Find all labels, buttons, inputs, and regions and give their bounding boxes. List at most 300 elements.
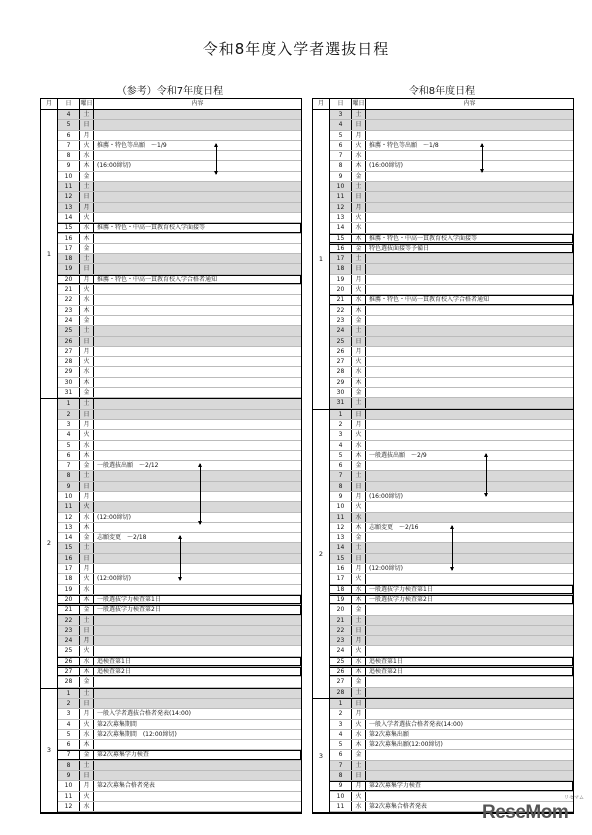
header-day: 日 (58, 99, 80, 109)
day-cell: 12 (58, 513, 80, 522)
weekday-cell: 木 (80, 667, 94, 676)
table-row (58, 295, 301, 305)
day-cell: 5 (58, 730, 80, 739)
content-cell (94, 616, 301, 625)
content-cell (94, 378, 301, 387)
weekday-cell: 月 (352, 203, 366, 212)
content-cell (366, 357, 573, 366)
table-row (58, 244, 301, 254)
table-row (58, 110, 301, 120)
table-row (330, 657, 573, 667)
header-content: 内容 (463, 100, 476, 107)
content-cell: 一般選抜出願 ～2/9 (369, 451, 427, 459)
day-cell: 25 (330, 337, 352, 346)
day-cell: 26 (58, 337, 80, 346)
table-row (330, 264, 573, 274)
day-cell: 10 (330, 792, 352, 801)
month-label: 2 (313, 410, 330, 698)
weekday-cell: 火 (80, 285, 94, 294)
header-weekday: 曜日 (352, 100, 365, 107)
table-row (58, 378, 301, 388)
day-cell: 26 (330, 347, 352, 356)
day-cell: 27 (58, 667, 80, 676)
table-row (330, 316, 573, 326)
period-arrow (452, 526, 453, 570)
weekday-cell: 月 (352, 275, 366, 284)
weekday-cell: 金 (352, 172, 366, 181)
day-cell: 21 (330, 616, 352, 625)
content-cell: (16:00締切) (97, 162, 131, 170)
weekday-cell: 火 (352, 502, 366, 511)
content-cell (366, 420, 573, 429)
table-row (330, 750, 573, 760)
table-row (330, 110, 573, 120)
table-row (58, 513, 301, 523)
day-cell: 20 (330, 605, 352, 614)
day-cell: 18 (330, 585, 352, 594)
content-cell (366, 264, 573, 273)
table-row (58, 585, 301, 595)
content-cell: (12:00締切) (97, 575, 131, 583)
day-cell: 17 (330, 254, 352, 263)
weekday-cell: 木 (80, 306, 94, 315)
day-cell: 8 (330, 161, 352, 170)
day-cell: 8 (330, 771, 352, 780)
table-header (41, 99, 301, 110)
table-row (330, 688, 573, 698)
day-cell: 10 (330, 502, 352, 511)
content-cell (94, 689, 301, 698)
table-row (58, 337, 301, 347)
weekday-cell: 金 (352, 244, 366, 253)
day-cell: 11 (58, 502, 80, 511)
day-cell: 5 (330, 451, 352, 460)
weekday-cell: 月 (80, 275, 94, 284)
table-row (330, 398, 573, 408)
day-cell: 11 (58, 182, 80, 191)
content-cell (366, 326, 573, 335)
weekday-cell: 木 (352, 740, 366, 749)
content-cell (94, 388, 301, 397)
table-row (330, 131, 573, 141)
day-cell: 20 (58, 595, 80, 604)
day-cell: 11 (330, 192, 352, 201)
day-cell: 6 (58, 740, 80, 749)
table-row (330, 141, 573, 151)
weekday-cell: 木 (352, 378, 366, 387)
table-row (58, 781, 301, 791)
table-row (330, 378, 573, 388)
table-row (58, 740, 301, 750)
day-cell: 7 (330, 151, 352, 160)
weekday-cell: 火 (80, 502, 94, 511)
weekday-cell: 水 (352, 802, 366, 811)
table-row (330, 347, 573, 357)
day-cell: 1 (58, 689, 80, 698)
weekday-cell: 金 (80, 605, 94, 614)
weekday-cell: 日 (80, 554, 94, 563)
table-row (58, 750, 301, 760)
day-cell: 26 (58, 657, 80, 666)
weekday-cell: 土 (352, 761, 366, 770)
table-row (58, 689, 301, 699)
weekday-cell: 火 (352, 285, 366, 294)
weekday-cell: 月 (80, 709, 94, 718)
day-cell: 4 (58, 430, 80, 439)
weekday-cell: 月 (352, 347, 366, 356)
content-cell (366, 203, 573, 212)
weekday-cell: 日 (352, 120, 366, 129)
day-cell: 10 (58, 492, 80, 501)
logo-sub: リセマム (564, 795, 584, 801)
table-row (330, 709, 573, 719)
header-day: 日 (330, 99, 352, 109)
day-cell: 7 (330, 471, 352, 480)
table-row (330, 636, 573, 646)
weekday-cell: 金 (80, 461, 94, 470)
weekday-cell: 月 (80, 203, 94, 212)
content-cell (94, 430, 301, 439)
table-row (58, 471, 301, 481)
content-cell (366, 461, 573, 470)
table-row (58, 605, 301, 615)
table-row (330, 285, 573, 295)
weekday-cell: 木 (352, 306, 366, 315)
weekday-cell: 水 (80, 730, 94, 739)
weekday-cell: 水 (352, 513, 366, 522)
weekday-cell: 金 (352, 677, 366, 686)
content-cell (94, 357, 301, 366)
weekday-cell: 土 (80, 110, 94, 119)
weekday-cell: 水 (80, 802, 94, 811)
month-block (41, 110, 301, 399)
table-row (58, 141, 301, 151)
table-row (58, 326, 301, 336)
month-block (41, 399, 301, 688)
content-cell (366, 223, 573, 232)
weekday-cell: 金 (80, 316, 94, 325)
table-row (330, 410, 573, 420)
table-row (330, 626, 573, 636)
content-cell (366, 441, 573, 450)
table-row (58, 172, 301, 182)
table-body (41, 110, 301, 813)
day-cell: 25 (58, 326, 80, 335)
day-cell: 24 (330, 326, 352, 335)
content-cell (94, 492, 301, 501)
table-row (58, 626, 301, 636)
weekday-cell: 木 (80, 523, 94, 532)
table-row (58, 192, 301, 202)
weekday-cell: 土 (352, 398, 366, 407)
content-cell (366, 316, 573, 325)
period-arrow (200, 464, 201, 524)
day-cell: 10 (330, 182, 352, 191)
content-cell (366, 709, 573, 718)
day-cell: 31 (58, 388, 80, 397)
weekday-cell: 水 (80, 295, 94, 304)
day-cell: 9 (330, 781, 352, 790)
table-row (330, 761, 573, 771)
day-cell: 29 (330, 378, 352, 387)
table-row (58, 730, 301, 740)
content-cell: 推薦・特色・中高一貫教育校入学面接等 (94, 223, 301, 232)
content-cell (94, 802, 301, 811)
content-cell: 第2次募集学力検査 (94, 750, 301, 759)
day-cell: 9 (58, 482, 80, 491)
weekday-cell: 水 (352, 730, 366, 739)
day-cell: 4 (330, 120, 352, 129)
content-cell: 第2次募集学力検査 (366, 781, 573, 790)
content-cell (94, 367, 301, 376)
content-cell: 一般入学者選抜合格者発表(14:00) (97, 710, 191, 718)
schedule-title-reference: （参考）令和7年度日程 (116, 86, 224, 97)
month-label: 1 (313, 110, 330, 409)
day-cell: 25 (58, 646, 80, 655)
month-label: 3 (41, 689, 58, 813)
content-cell (94, 677, 301, 686)
table-row (58, 720, 301, 730)
table-row (58, 264, 301, 274)
table-row (330, 667, 573, 677)
weekday-cell: 日 (80, 699, 94, 708)
content-cell (94, 761, 301, 770)
weekday-cell: 金 (352, 605, 366, 614)
month-block (41, 689, 301, 814)
day-cell: 22 (58, 295, 80, 304)
day-cell: 14 (58, 213, 80, 222)
weekday-cell: 日 (80, 482, 94, 491)
header-month: 月 (313, 99, 330, 109)
content-cell (94, 254, 301, 263)
day-cell: 27 (58, 347, 80, 356)
content-cell (94, 543, 301, 552)
content-cell (94, 120, 301, 129)
table-row (330, 677, 573, 687)
table-row (330, 492, 573, 502)
content-cell: 追検査第2日 (366, 667, 573, 676)
weekday-cell: 土 (352, 471, 366, 480)
content-cell (94, 399, 301, 408)
weekday-cell: 木 (352, 161, 366, 170)
table-row (330, 502, 573, 512)
day-cell: 30 (330, 388, 352, 397)
weekday-cell: 火 (352, 141, 366, 150)
weekday-cell: 土 (352, 543, 366, 552)
content-cell (366, 513, 573, 522)
table-row (330, 295, 573, 305)
content-cell: (12:00締切) (369, 565, 403, 573)
content-cell: 一般選抜学力検査第2日 (94, 605, 301, 614)
table-row (58, 120, 301, 130)
day-cell: 18 (330, 264, 352, 273)
day-cell: 19 (58, 264, 80, 273)
weekday-cell: 月 (352, 420, 366, 429)
content-cell: 追検査第1日 (94, 657, 301, 666)
content-cell (94, 182, 301, 191)
weekday-cell: 土 (80, 689, 94, 698)
content-cell (366, 554, 573, 563)
weekday-cell: 木 (352, 234, 366, 243)
day-cell: 16 (58, 554, 80, 563)
resemom-logo (482, 794, 588, 830)
weekday-cell: 日 (352, 554, 366, 563)
weekday-cell: 金 (352, 388, 366, 397)
content-cell (366, 699, 573, 708)
day-cell: 13 (58, 523, 80, 532)
day-cell: 6 (58, 451, 80, 460)
day-cell: 6 (330, 750, 352, 759)
content-cell (94, 192, 301, 201)
content-cell (366, 636, 573, 645)
content-cell (94, 502, 301, 511)
schedule-title-current: 令和8年度日程 (408, 86, 476, 97)
content-cell: 推薦・特色等出願 ～1/9 (97, 141, 167, 149)
content-cell (94, 213, 301, 222)
day-cell: 27 (330, 357, 352, 366)
content-cell: 一般選抜出願 ～2/12 (97, 462, 159, 470)
weekday-cell: 土 (80, 399, 94, 408)
table-row (330, 306, 573, 316)
table-row (330, 771, 573, 781)
table-row (58, 131, 301, 141)
content-cell (94, 554, 301, 563)
content-cell (94, 306, 301, 315)
weekday-cell: 日 (80, 120, 94, 129)
table-row (58, 357, 301, 367)
table-row (330, 172, 573, 182)
weekday-cell: 月 (352, 709, 366, 718)
content-cell (366, 502, 573, 511)
content-cell (366, 388, 573, 397)
weekday-cell: 火 (80, 646, 94, 655)
content-cell (94, 234, 301, 243)
weekday-cell: 月 (352, 781, 366, 790)
weekday-cell: 金 (80, 244, 94, 253)
content-cell: 推薦・特色等出願 ～1/8 (369, 141, 439, 149)
content-cell (366, 677, 573, 686)
content-cell (366, 275, 573, 284)
day-cell: 3 (330, 430, 352, 439)
day-cell: 3 (58, 420, 80, 429)
table-row (58, 792, 301, 802)
weekday-cell: 日 (352, 264, 366, 273)
content-cell (366, 337, 573, 346)
table-row (330, 367, 573, 377)
table-row (58, 636, 301, 646)
table-row (330, 585, 573, 595)
weekday-cell: 金 (352, 316, 366, 325)
day-cell: 17 (58, 244, 80, 253)
weekday-cell: 火 (352, 646, 366, 655)
day-cell: 14 (330, 543, 352, 552)
content-cell: 第2次募集合格者発表 (97, 782, 155, 790)
table-row (330, 720, 573, 730)
content-cell (94, 337, 301, 346)
table-row (330, 441, 573, 451)
weekday-cell: 土 (352, 110, 366, 119)
content-cell (366, 771, 573, 780)
content-cell (94, 410, 301, 419)
content-cell (366, 306, 573, 315)
content-cell (94, 740, 301, 749)
table-row (330, 254, 573, 264)
content-cell (366, 285, 573, 294)
weekday-cell: 火 (352, 357, 366, 366)
content-cell (94, 347, 301, 356)
weekday-cell: 火 (80, 574, 94, 583)
content-cell (366, 378, 573, 387)
day-cell: 9 (330, 492, 352, 501)
table-row (58, 285, 301, 295)
day-cell: 9 (330, 172, 352, 181)
table-row (330, 646, 573, 656)
day-cell: 17 (330, 574, 352, 583)
content-cell (366, 182, 573, 191)
table-row (330, 574, 573, 584)
table-row (330, 605, 573, 615)
content-cell: 志願変更 ～2/16 (369, 523, 419, 531)
header-weekday: 曜日 (80, 100, 93, 107)
content-cell: (16:00締切) (369, 492, 403, 500)
weekday-cell: 土 (352, 326, 366, 335)
day-cell: 19 (330, 595, 352, 604)
table-row (58, 151, 301, 161)
content-cell (94, 316, 301, 325)
table-row (58, 709, 301, 719)
day-cell: 22 (330, 306, 352, 315)
weekday-cell: 月 (80, 347, 94, 356)
content-cell (94, 172, 301, 181)
weekday-cell: 火 (352, 574, 366, 583)
content-cell: 一般選抜学力検査第1日 (94, 595, 301, 604)
content-cell (94, 264, 301, 273)
weekday-cell: 月 (80, 131, 94, 140)
table-row (330, 420, 573, 430)
day-cell: 4 (330, 730, 352, 739)
weekday-cell: 木 (80, 161, 94, 170)
table-row (330, 781, 573, 791)
day-cell: 1 (330, 410, 352, 419)
content-cell: (12:00締切) (97, 513, 131, 521)
content-cell (366, 131, 573, 140)
day-cell: 5 (58, 120, 80, 129)
table-row (58, 761, 301, 771)
content-cell (94, 626, 301, 635)
content-cell (94, 482, 301, 491)
content-cell (366, 646, 573, 655)
day-cell: 3 (330, 110, 352, 119)
table-row (330, 740, 573, 750)
day-cell: 12 (330, 203, 352, 212)
weekday-cell: 日 (80, 771, 94, 780)
day-cell: 28 (330, 688, 352, 697)
content-cell: 推薦・特色・中高一貫教育校入学合格者通知 (94, 275, 301, 284)
day-cell: 8 (330, 482, 352, 491)
weekday-cell: 日 (80, 626, 94, 635)
table-row (330, 471, 573, 481)
weekday-cell: 水 (352, 151, 366, 160)
day-cell: 15 (58, 223, 80, 232)
content-cell (366, 120, 573, 129)
weekday-cell: 水 (80, 585, 94, 594)
content-cell: 推薦・特色・中高一貫教育校入学面接等 (366, 234, 573, 243)
table-row (58, 182, 301, 192)
table-row (330, 699, 573, 709)
table-row (330, 326, 573, 336)
weekday-cell: 日 (352, 699, 366, 708)
day-cell: 2 (330, 709, 352, 718)
